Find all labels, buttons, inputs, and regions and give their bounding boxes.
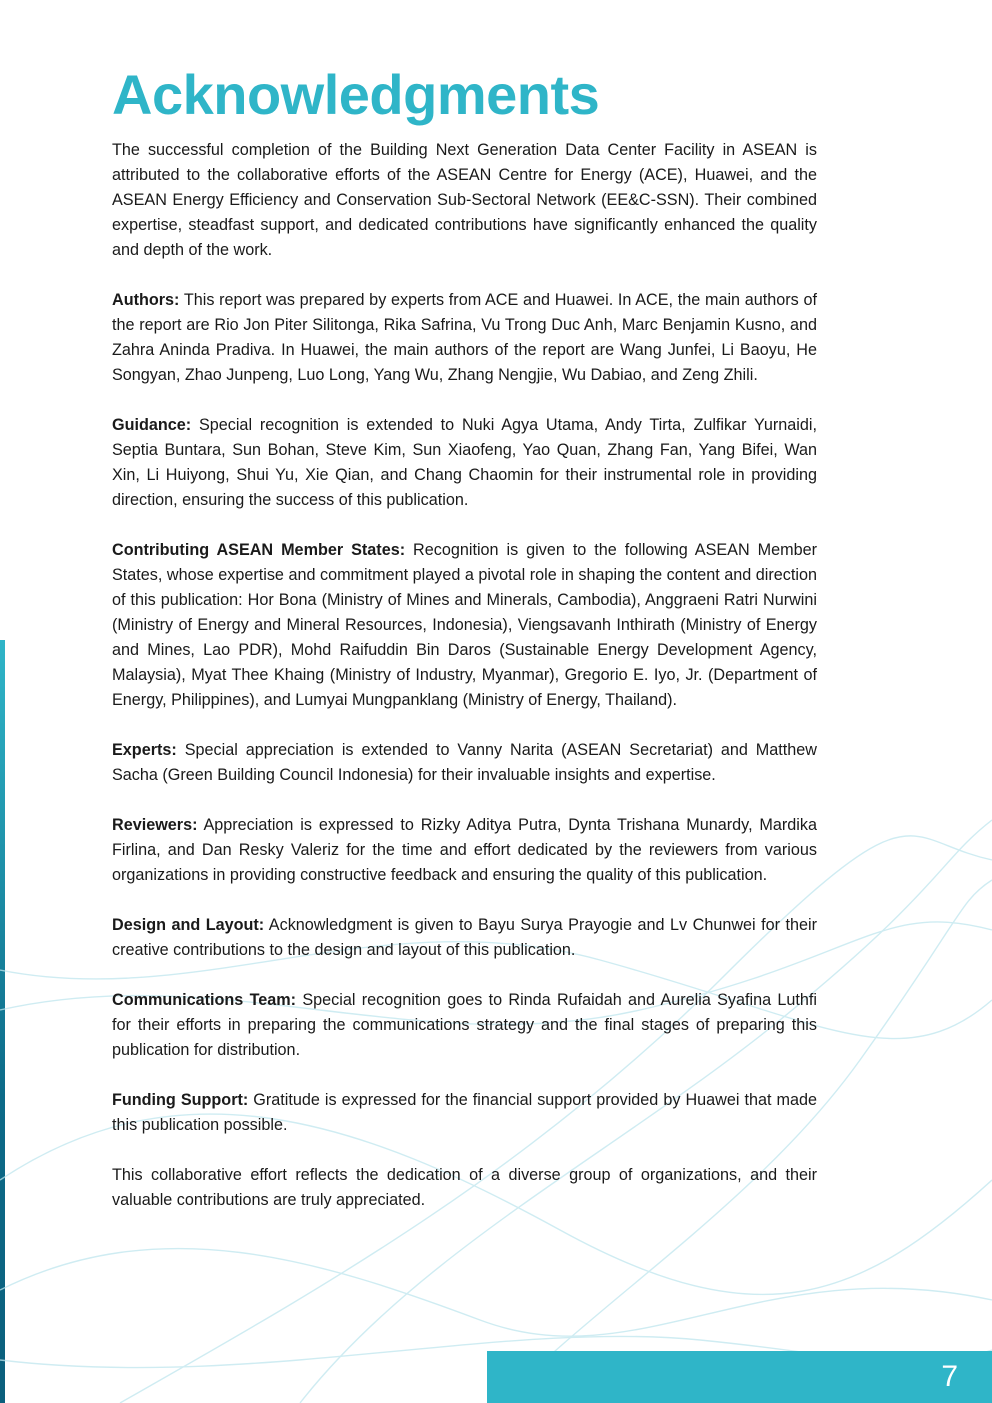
experts-label: Experts: <box>112 741 177 759</box>
experts-paragraph: Experts: Special appreciation is extended to Vanny Narita (ASEAN Secretariat) and Matthew Sacha (Green Building Council Indonesia) for their invaluable insights and expertise. <box>112 741 817 784</box>
authors-paragraph: Authors: This report was prepared by experts from ACE and Huawei. In ACE, the main authors of the report are Rio Jon Piter Silitonga, Rika Safrina, Vu Trong Duc Anh, Marc Benjamin Kusno, and Zahra Aninda Pradiva. In Huawei, the main authors of the report are Wang Junfei, Li Baoyu, He Songyan, Zhao Junpeng, Luo Long, Yang Wu, Zhang Nengjie, Wu Dabiao, and Zeng Zhili. <box>112 291 817 384</box>
footer-bar <box>487 1351 992 1403</box>
page-title: Acknowledgments <box>112 63 600 126</box>
member-states-paragraph: Contributing ASEAN Member States: Recognition is given to the following ASEAN Member States, whose expertise and commitment played a pivotal role in shaping the content and direction of this publication: Hor Bona (Ministry of Mines and Minerals, Cambodia), Anggraeni Ratri Nurwini (Ministry of Energy and Mineral Resources, Indonesia), Viengsavanh Inthirath (Ministry of Energy and Mines, Lao PDR), Mohd Raifuddin Bin Daros (Sustainable Energy Development Agency, Malaysia), Myat Thee Khaing (Ministry of Industry, Myanmar), Gregorio E. Iyo, Jr. (Department of Energy, Philippines), and Lumyai Mungpanklang (Ministry of Energy, Thailand). <box>112 541 817 709</box>
authors-label: Authors: <box>112 291 180 309</box>
communications-label: Communications Team: <box>112 991 297 1009</box>
member-states-label: Contributing ASEAN Member States: <box>112 541 406 559</box>
design-layout-paragraph: Design and Layout: Acknowledgment is given to Bayu Surya Prayogie and Lv Chunwei for their creative contributions to the design and layout of this publication. <box>112 916 817 959</box>
design-layout-label: Design and Layout: <box>112 916 265 934</box>
left-accent-stripe <box>0 640 5 1403</box>
reviewers-paragraph: Reviewers: Appreciation is expressed to Rizky Aditya Putra, Dynta Trishana Munardy, Mardika Firlina, and Dan Resky Valeriz for the time and effort dedicated by the reviewers from various organizations in providing constructive feedback and ensuring the quality of this publication. <box>112 816 817 884</box>
funding-label: Funding Support: <box>112 1091 249 1109</box>
acknowledgments-body <box>112 138 817 1238</box>
closing-paragraph: This collaborative effort reflects the dedication of a diverse group of organizations, and their valuable contributions are truly appreciated. <box>112 1166 817 1209</box>
communications-paragraph: Communications Team: Special recognition goes to Rinda Rufaidah and Aurelia Syafina Luthfi for their efforts in preparing the communications strategy and the final stages of preparing this publication for distribution. <box>112 991 817 1059</box>
intro-paragraph: The successful completion of the Building Next Generation Data Center Facility in ASEAN is attributed to the collaborative efforts of the ASEAN Centre for Energy (ACE), Huawei, and the ASEAN Energy Efficiency and Conservation Sub-Sectoral Network (EE&C-SSN). Their combined expertise, steadfast support, and dedicated contributions have significantly enhanced the quality and depth of the work. <box>112 141 817 259</box>
page-number: 7 <box>941 1360 958 1393</box>
funding-paragraph: Funding Support: Gratitude is expressed for the financial support provided by Huawei that made this publication possible. <box>112 1091 817 1134</box>
guidance-paragraph: Guidance: Special recognition is extended to Nuki Agya Utama, Andy Tirta, Zulfikar Yurnaidi, Septia Buntara, Sun Bohan, Steve Kim, Sun Xiaofeng, Yao Quan, Zhang Fan, Yang Bifei, Wan Xin, Li Huiyong, Shui Yu, Xie Qian, and Chang Chaomin for their instrumental role in providing direction, ensuring the success of this publication. <box>112 416 817 509</box>
guidance-label: Guidance: <box>112 416 192 434</box>
reviewers-label: Reviewers: <box>112 816 198 834</box>
